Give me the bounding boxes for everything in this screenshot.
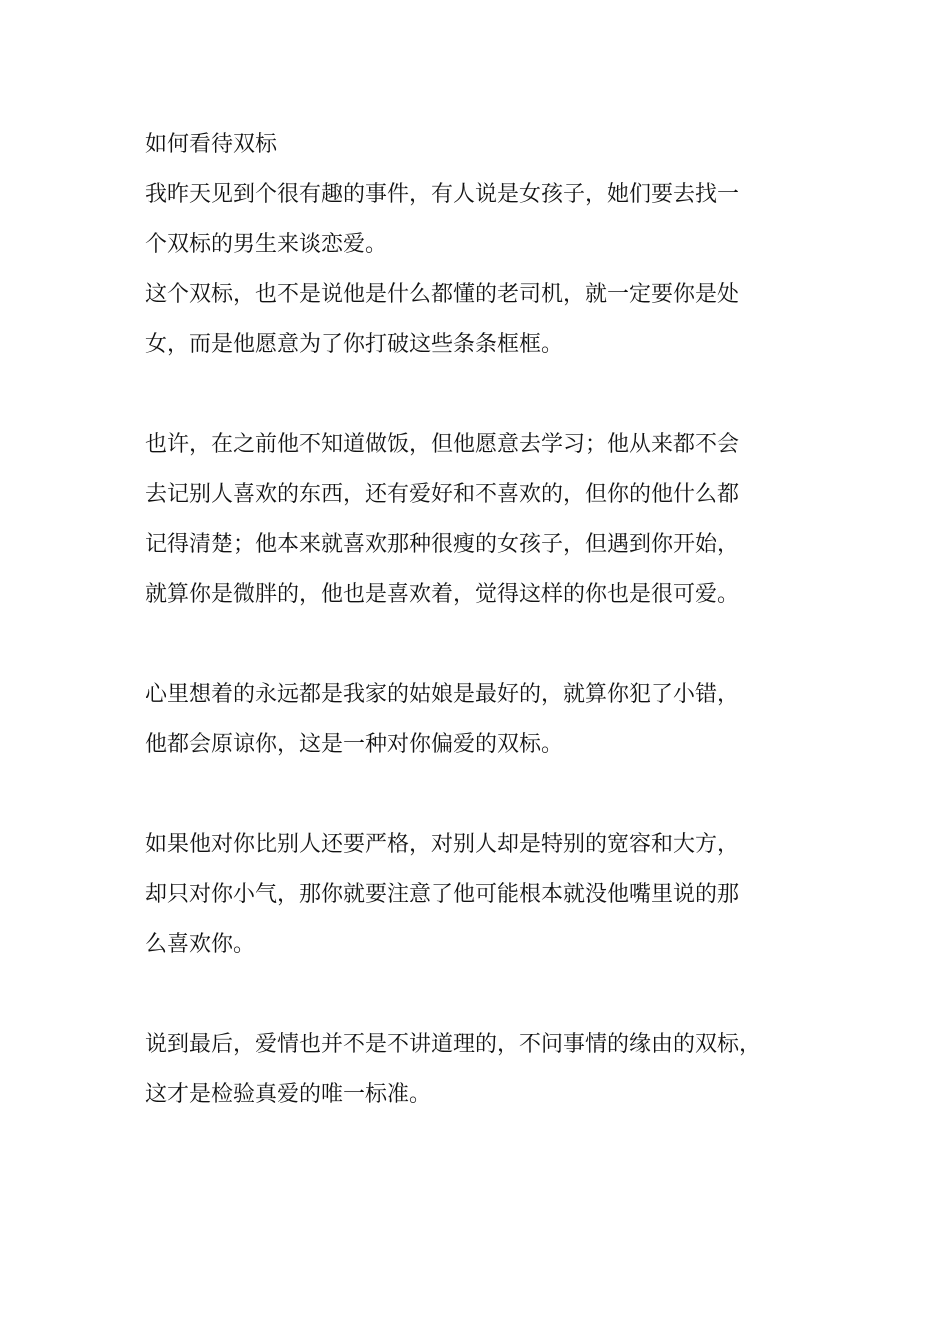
paragraph-line: 如果他对你比别人还要严格，对别人却是特别的宽容和大方， bbox=[145, 832, 740, 857]
document-body bbox=[145, 120, 835, 1120]
paragraph-spacer bbox=[145, 370, 835, 420]
paragraph-spacer bbox=[145, 770, 835, 820]
paragraph bbox=[145, 270, 835, 370]
paragraph bbox=[145, 670, 835, 770]
paragraph-line: 说到最后，爱情也并不是不讲道理的，不问事情的缘由的双标， bbox=[145, 1032, 762, 1057]
paragraph-spacer bbox=[145, 970, 835, 1020]
paragraph bbox=[145, 820, 835, 970]
paragraph-line: 也许，在之前他不知道做饭，但他愿意去学习；他从来都不会 bbox=[145, 432, 740, 457]
paragraph-line: 心里想着的永远都是我家的姑娘是最好的，就算你犯了小错， bbox=[145, 682, 740, 707]
paragraph bbox=[145, 420, 835, 620]
paragraph-line: 么喜欢你。 bbox=[145, 932, 256, 957]
paragraph-line: 女，而是他愿意为了你打破这些条条框框。 bbox=[145, 332, 564, 357]
paragraph-line: 这个双标，也不是说他是什么都懂的老司机，就一定要你是处 bbox=[145, 282, 740, 307]
document-title: 如何看待双标 bbox=[145, 132, 278, 157]
paragraph-line: 记得清楚；他本来就喜欢那种很瘦的女孩子，但遇到你开始， bbox=[145, 532, 740, 557]
paragraph-line: 个双标的男生来谈恋爱。 bbox=[145, 232, 388, 257]
paragraph-line: 去记别人喜欢的东西，还有爱好和不喜欢的，但你的他什么都 bbox=[145, 482, 740, 507]
paragraph-line: 他都会原谅你，这是一种对你偏爱的双标。 bbox=[145, 732, 564, 757]
paragraph-line: 却只对你小气，那你就要注意了他可能根本就没他嘴里说的那 bbox=[145, 882, 740, 907]
paragraph bbox=[145, 170, 835, 270]
paragraph bbox=[145, 1020, 835, 1120]
paragraph-line: 我昨天见到个很有趣的事件，有人说是女孩子，她们要去找一 bbox=[145, 182, 740, 207]
paragraph-line: 就算你是微胖的，他也是喜欢着，觉得这样的你也是很可爱。 bbox=[145, 582, 740, 607]
paragraph-spacer bbox=[145, 620, 835, 670]
paragraph-line: 这才是检验真爱的唯一标准。 bbox=[145, 1082, 432, 1107]
